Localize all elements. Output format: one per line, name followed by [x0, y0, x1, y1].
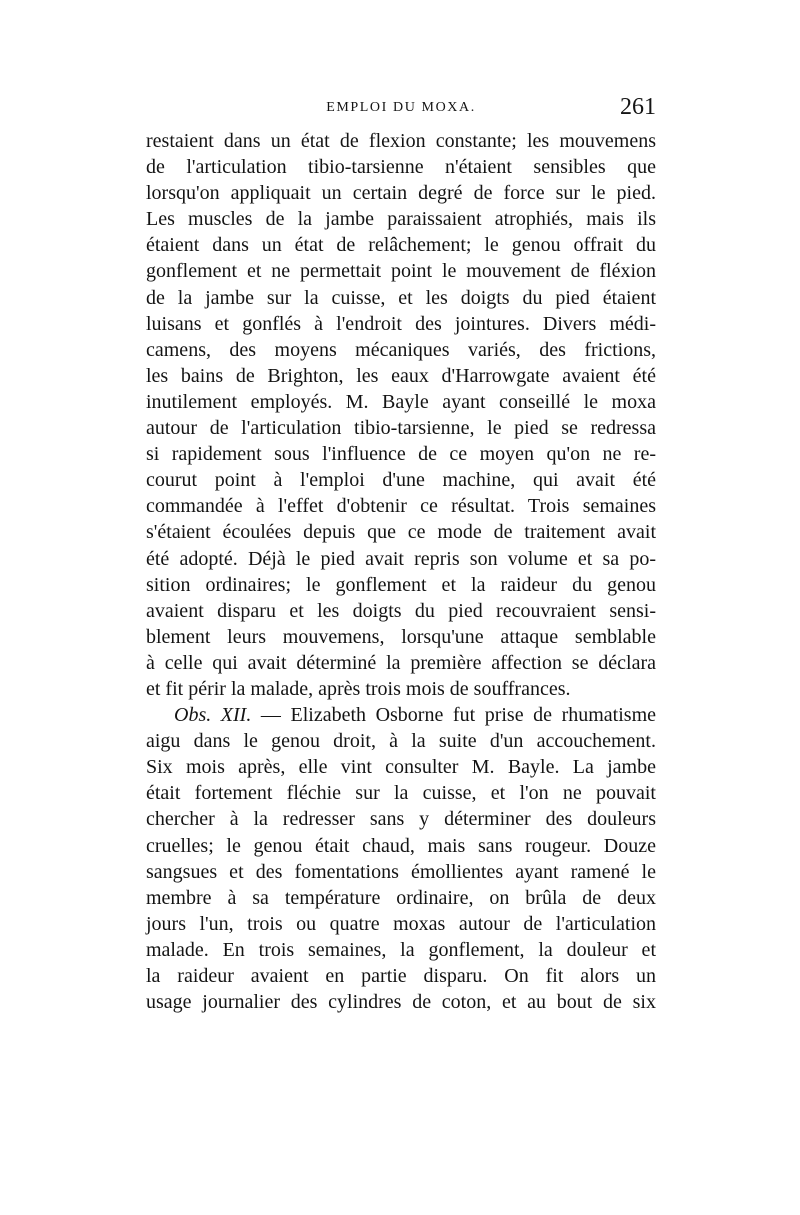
text-line: cruelles; le genou était chaud, mais sans rougeur. Douze — [146, 834, 656, 857]
text-line: Les muscles de la jambe paraissaient atrophiés, mais ils — [146, 208, 656, 231]
text-line: malade. En trois semaines, la gonflement, la douleur et — [146, 938, 656, 961]
text-line: aigu dans le genou droit, à la suite d'un accouchement. — [146, 730, 656, 753]
text-line: Six mois après, elle vint consulter M. Bayle. La jambe — [146, 756, 656, 779]
text-line: s'étaient écoulées depuis que ce mode de traitement avait — [146, 521, 656, 544]
text-line: si rapidement sous l'influence de ce moyen qu'on ne re- — [146, 443, 656, 466]
paragraph-end-line: et fit périr la malade, après trois mois de souffrances. — [146, 677, 571, 700]
text-line: sition ordinaires; le gonflement et la raideur du genou — [146, 573, 656, 596]
text-line: de l'articulation tibio-tarsienne n'étaient sensibles que — [146, 156, 656, 179]
text-line: jours l'un, trois ou quatre moxas autour de l'articulation — [146, 912, 656, 935]
text-line: autour de l'articulation tibio-tarsienne, le pied se redressa — [146, 417, 656, 440]
text-line: blement leurs mouvemens, lorsqu'une attaque semblable — [146, 625, 656, 648]
running-head — [146, 94, 656, 124]
text-line: étaient dans un état de relâchement; le genou offrait du — [146, 234, 656, 257]
text-line: sangsues et des fomentations émollientes ayant ramené le — [146, 860, 656, 883]
text-line: luisans et gonflés à l'endroit des jointures. Divers médi- — [146, 312, 656, 335]
text-line: avaient disparu et les doigts du pied recouvraient sensi- — [146, 599, 656, 622]
text-line: usage journalier des cylindres de coton, et au bout de six — [146, 991, 656, 1014]
text-line: commandée à l'effet d'obtenir ce résultat. Trois semaines — [146, 495, 656, 518]
text-line: les bains de Brighton, les eaux d'Harrowgate avaient été — [146, 364, 656, 387]
observation-heading-text: — Elizabeth Osborne fut prise de rhumatisme — [260, 704, 657, 727]
running-title: EMPLOI DU MOXA. — [326, 100, 476, 115]
text-line: était fortement fléchie sur la cuisse, et l'on ne pouvait — [146, 782, 656, 805]
text-line: été adopté. Déjà le pied avait repris son volume et sa po- — [146, 547, 656, 570]
observation-heading-line — [146, 702, 656, 728]
body-text — [146, 128, 656, 1015]
text-line: à celle qui avait déterminé la première affection se déclara — [146, 651, 656, 674]
text-line: membre à sa température ordinaire, on brûla de deux — [146, 886, 656, 909]
text-line: la raideur avaient en partie disparu. On fit alors un — [146, 965, 656, 987]
text-line: chercher à la redresser sans y déterminer des douleurs — [146, 808, 656, 831]
text-line: restaient dans un état de flexion constante; les mouvemens — [146, 130, 656, 152]
text-line: gonflement et ne permettait point le mouvement de fléxion — [146, 260, 656, 283]
text-line: inutilement employés. M. Bayle ayant conseillé le moxa — [146, 390, 656, 413]
text-line: courut point à l'emploi d'une machine, qui avait été — [146, 469, 656, 492]
text-line: lorsqu'on appliquait un certain degré de force sur le pied. — [146, 182, 656, 205]
text-line: camens, des moyens mécaniques variés, des frictions, — [146, 338, 656, 361]
text-line: de la jambe sur la cuisse, et les doigts du pied étaient — [146, 286, 656, 309]
page-number: 261 — [620, 94, 656, 120]
observation-label: Obs. XII. — [174, 704, 252, 727]
